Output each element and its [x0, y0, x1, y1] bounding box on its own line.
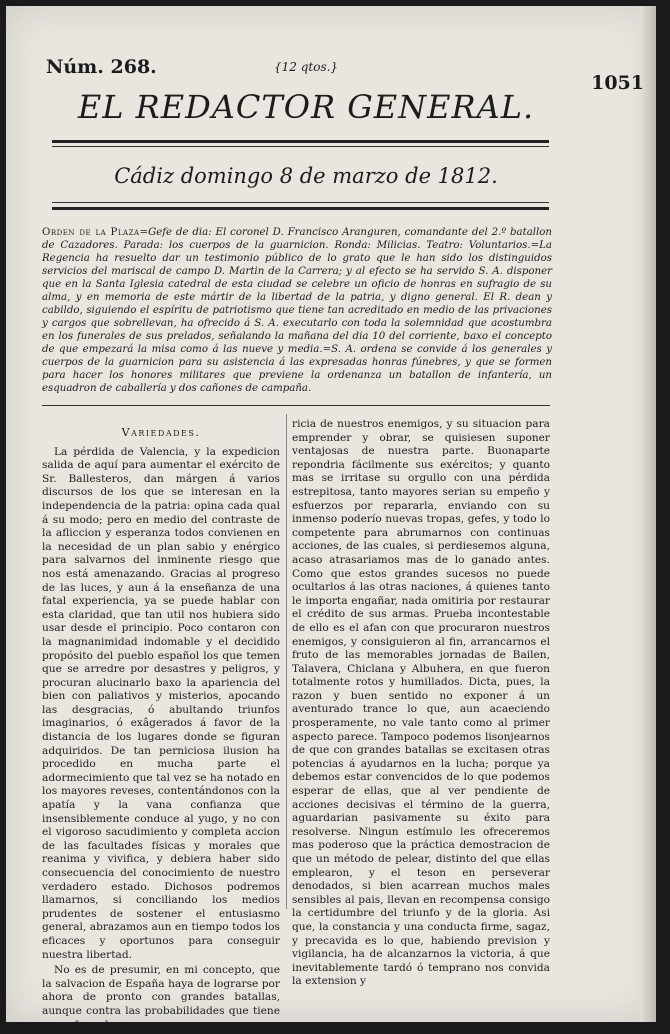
article-column-right	[292, 418, 550, 991]
dateline-rule	[52, 207, 549, 210]
masthead-rule	[52, 140, 549, 143]
notice-text: =Gefe de dia: El coronel D. Francisco Aranguren, comandante del 2.º batallon de Cazadores. Parada: los cuerpos de la guarnicion. Ronda: Milicias. Teatro: Voluntarios.=La Regencia ha resuelto dar un testimonio público de lo grato que le han sido los distinguidos servicios del mariscal de campo D. Martin de la Carrera; y al efecto se ha servido S. A. disponer que en la Santa Iglesia catedral de esta ciudad se celebre un oficio de honras en sufragio de su alma, y en memoria de este mártir de la libertad de la patria, y digno general. El R. dean y cabildo, siguiendo el espíritu de patriotismo que tiene tan acreditado en medio de las privaciones y cargos que sobrellevan, ha ofrecido á S. A. executarlo con toda la solemnidad que acostumbra en los funerales de sus prelados, señalando la mañana del dia 10 del corriente, baxo el concepto de que empezará la misa como á las nueve y media.=S. A. ordena se convide á los generales y cuerpos de la guarnicion para su asistencia á las expresadas honras fúnebres, y que se formen para hacer los honores militares que previene la ordenanza un batallon de infantería, un esquadron de caballería y dos cañones de campaña.	[42, 227, 552, 394]
page-edge	[640, 6, 656, 1022]
column-divider	[286, 414, 287, 909]
section-divider	[42, 405, 550, 406]
article-paragraph: La pérdida de Valencia, y la expedicion salida de aquí para aumentar el exército de Sr. Ballesteros, dan márgen á varios discursos de los que se interesan en la independencia de la patria: opina cada qual á su modo; pero en medio del contraste de la afliccion y esperanza todos convienen en la necesidad de un plan sabio y enérgico para salvarnos del inminente riesgo que nos está amenazando. Gracias al progreso de las luces, y aun á la enseñanza de una fatal experiencia, ya se puede hablar con esta claridad, que tan util nos hubiera sido usar desde el principio. Poco contaron con la magnanimidad indomable y el decidido propósito del pueblo español los que temen que se arredre por desastres y peligros, y procuran alucinarlo baxo la apariencia del bien con paliativos y misterios, apocando las desgracias, ó abultando triunfos imaginarios, ó exâgerados á favor de la distancia de los lugares donde se figuran adquiridos. De tan perniciosa ilusion ha procedido en mucha parte el adormecimiento que tal vez se ha notado en los mayores reveses, contentándonos con la apatía y la vana confianza que insensiblemente conduce al yugo, y no con el vigoroso sacudimiento y completa accion de las facultades físicas y morales que reanima y vivifica, y debiera haber sido consecuencia del conocimiento de nuestro verdadero estado. Dichosos podremos llamarnos, si conciliando los medios prudentes de sostener el entusiasmo general, abrazamos aun en tiempo todos los eficaces y oportunos para conseguir nuestra libertad.	[42, 445, 280, 961]
notice-lead: Orden de la Plaza	[42, 227, 140, 238]
dateline-rule-thin	[52, 202, 549, 203]
issue-number: Núm. 268.	[46, 56, 157, 78]
article-paragraph: ricia de nuestros enemigos, y su situacion para emprender y obrar, se quisiesen suponer ventajosas de nuestra parte. Buonaparte repondria fácilmente sus exércitos; y quanto mas se irritase su orgullo con una pérdida estrepitosa, tanto mayores serian su empeño y esfuerzos por repararla, enviando con su inmenso poderío nuevas tropas, gefes, y todo lo competente para abrumarnos con continuas acciones, de las cuales, si perdiesemos alguna, acaso atrasariamos mas de lo ganado antes. Como que estos grandes sucesos no puede ocultarlos á las otras naciones, á quienes tanto le importa engañar, nada omitiria por restaurar el crédito de sus armas. Prueba incontestable de ello es el afan con que procuraron nuestros enemigos, y consiguieron al fin, arrancarnos el fruto de las memorables jornadas de Bailen, Talavera, Chiclana y Albuhera, en que fueron totalmente rotos y humillados. Dicta, pues, la razon y buen sentido no exponer á un aventurado trance lo que, aun acaeciendo prosperamente, no vale tanto como al primer aspecto parece. Tampoco podemos lisonjearnos de que con grandes batallas se excitasen otras potencias á ayudarnos en la lucha; porque ya debemos estar convencidos de lo que podemos esperar de ellas, que al ver pendiente de acciones decisivas el término de la guerra, aguardarian pasivamente su éxito para resolverse. Ningun estímulo les ofreceremos mas poderoso que la práctica demostracion de que un método de pelear, distinto del que ellas emplearon, y el teson en perseverar denodados, si bien acarrean muchos males sensibles al pais, llevan en recompensa consigo la certidumbre del triunfo y de la gloria. Asi que, la constancia y una conducta firme, sagaz, y precavida es lo que, habiendo prevision y vigilancia, ha de alcanzarnos la victoria, á que inevitablemente tardó ó temprano nos convida la extension y	[292, 418, 550, 988]
article-paragraph: No es de presumir, en mi concepto, que la salvacion de España haya de lograrse por ahora de pronto con grandes batallas, aunque contra las probabilidades que tiene en su favor la pe-	[42, 964, 280, 1031]
header-top-line	[46, 56, 644, 94]
newspaper-page	[6, 6, 656, 1031]
quarto-note: {12 qtos.}	[274, 60, 339, 74]
section-title: Variedades.	[121, 426, 201, 439]
page-number: 1051	[591, 72, 644, 94]
masthead-rule-thin	[52, 146, 549, 147]
masthead-title: EL REDACTOR GENERAL.	[77, 88, 535, 126]
dateline: Cádiz domingo 8 de marzo de 1812.	[114, 164, 498, 188]
orden-de-la-plaza-notice	[42, 226, 552, 395]
article-column-left	[42, 418, 280, 1034]
